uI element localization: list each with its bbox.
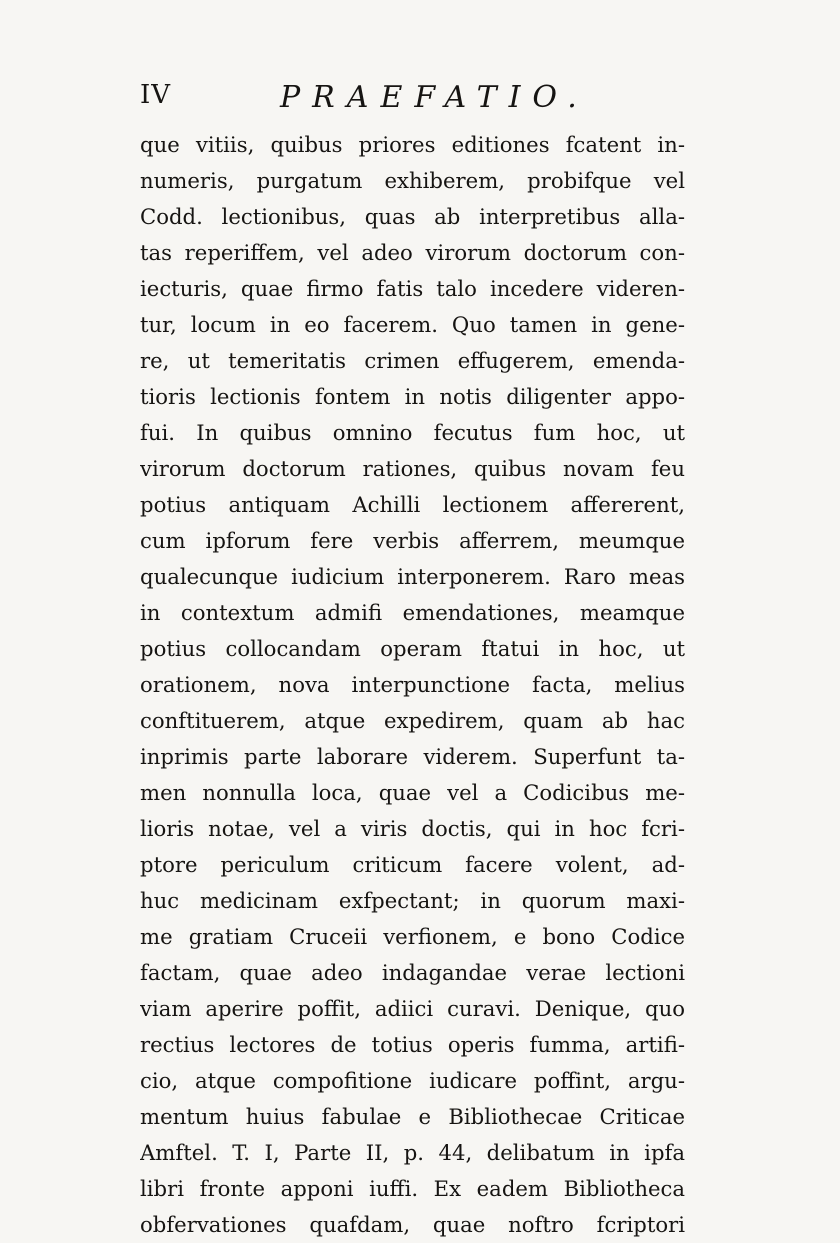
text-line: fui. In quibus omnino fecutus fum hoc, ut — [140, 420, 685, 445]
text-line: virorum doctorum rationes, quibus novam feu — [140, 456, 685, 481]
text-line: inprimis parte laborare viderem. Superfunt ta- — [140, 744, 685, 769]
text-line: Codd. lectionibus, quas ab interpretibus alla- — [140, 204, 685, 229]
text-line: mentum huius fabulae e Bibliothecae Criticae — [140, 1104, 685, 1129]
text-line: in contextum admifi emendationes, meamque — [140, 600, 685, 625]
text-line: tioris lectionis fontem in notis diligenter appo- — [140, 384, 685, 409]
text-line: qualecunque iudicium interponerem. Raro meas — [140, 564, 685, 589]
text-line: libri fronte apponi iuffi. Ex eadem Bibliotheca — [140, 1176, 685, 1201]
text-line: potius antiquam Achilli lectionem affererent, — [140, 492, 685, 517]
text-line: tas reperiffem, vel adeo virorum doctorum con- — [140, 240, 685, 265]
text-line: obfervationes quafdam, quae noftro fcriptori — [140, 1212, 685, 1237]
text-line: viam aperire poffit, adiici curavi. Denique, quo — [140, 996, 685, 1021]
body-text — [140, 127, 685, 1243]
text-line: Amftel. T. I, Parte II, p. 44, delibatum in ipfa — [140, 1140, 685, 1165]
text-line: lioris notae, vel a viris doctis, qui in hoc fcri- — [140, 816, 685, 841]
page-number: IV — [140, 80, 172, 110]
page-header — [140, 80, 700, 120]
text-line: numeris, purgatum exhiberem, probifque vel — [140, 168, 685, 193]
text-line: potius collocandam operam ftatui in hoc, ut — [140, 636, 685, 661]
text-line: que vitiis, quibus priores editiones fcatent in- — [140, 132, 685, 157]
text-line: orationem, nova interpunctione facta, melius — [140, 672, 685, 697]
text-line: tur, locum in eo facerem. Quo tamen in gene- — [140, 312, 685, 337]
text-line: cum ipforum fere verbis afferrem, meumque — [140, 528, 685, 553]
text-line: men nonnulla loca, quae vel a Codicibus me- — [140, 780, 685, 805]
text-line: factam, quae adeo indagandae verae lectioni — [140, 960, 685, 985]
text-line: ptore periculum criticum facere volent, ad- — [140, 852, 685, 877]
running-title: PRAEFATIO. — [280, 80, 589, 115]
text-line: re, ut temeritatis crimen effugerem, emenda- — [140, 348, 685, 373]
text-line: rectius lectores de totius operis fumma, artifi- — [140, 1032, 685, 1057]
text-line: iecturis, quae firmo fatis talo incedere videren- — [140, 276, 685, 301]
text-line: cio, atque compofitione iudicare poffint, argu- — [140, 1068, 685, 1093]
text-line: conftituerem, atque expedirem, quam ab hac — [140, 708, 685, 733]
text-line: huc medicinam exfpectant; in quorum maxi- — [140, 888, 685, 913]
text-line: me gratiam Cruceii verfionem, e bono Codice — [140, 924, 685, 949]
